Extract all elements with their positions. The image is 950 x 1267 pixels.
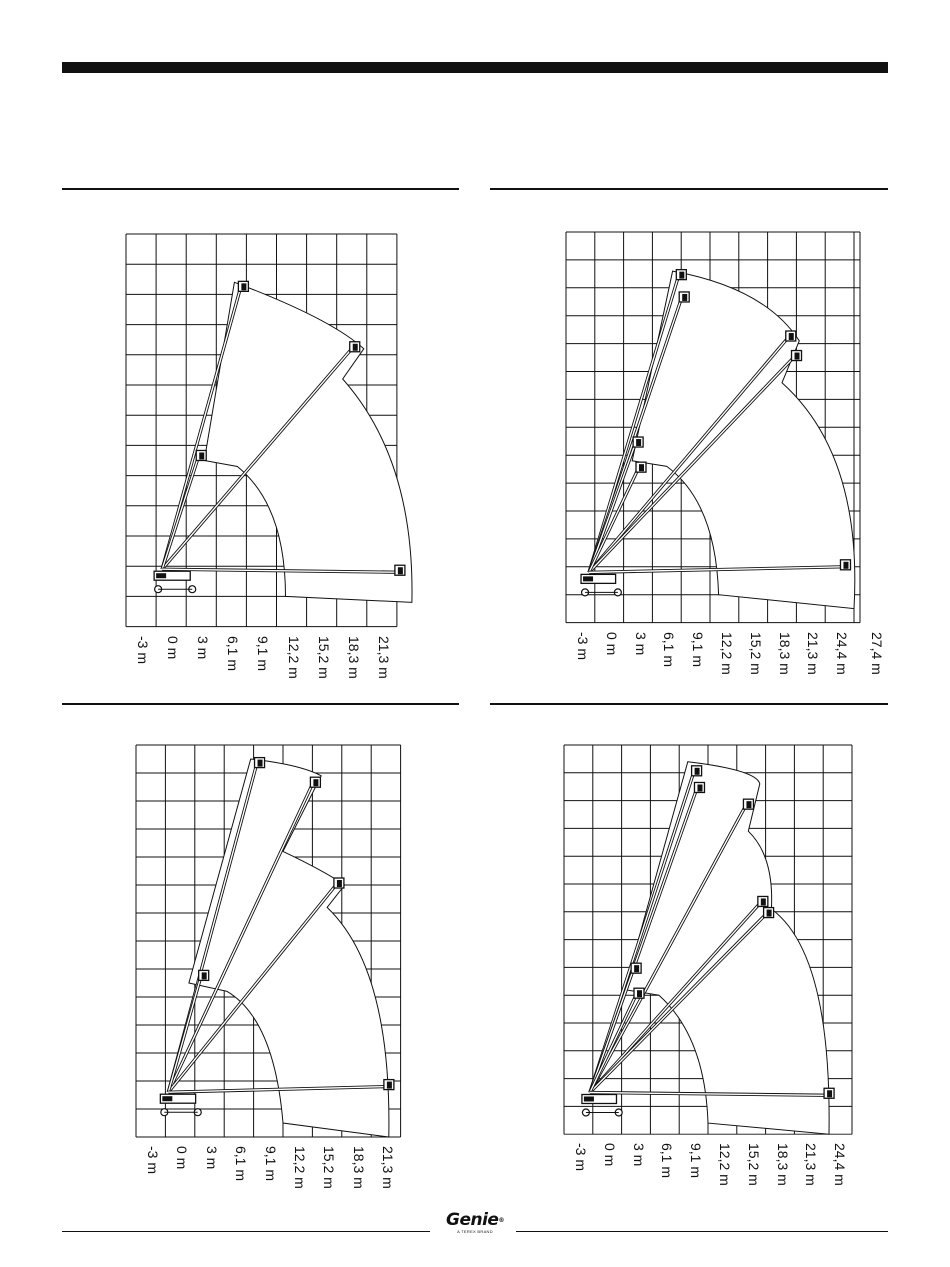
basket-floor (241, 283, 246, 290)
section-rule-bottom-left (62, 703, 459, 705)
x-tick-label: 6,1 m (661, 631, 678, 667)
logo-tagline: A TEREX BRAND (457, 1229, 493, 1234)
platform-basket (196, 450, 206, 460)
range-chart-svg (125, 233, 398, 628)
platform-basket (395, 565, 405, 575)
x-tick-label: 15,2 m (745, 1143, 762, 1186)
basket-floor (695, 768, 700, 775)
x-tick-label: 15,2 m (315, 635, 332, 679)
x-tick-label: 3 m (632, 631, 649, 655)
footer-rule-left (62, 1231, 430, 1232)
platform-basket (824, 1088, 834, 1098)
platform-basket (350, 342, 360, 352)
basket-floor (682, 294, 687, 301)
working-envelope (189, 759, 389, 1137)
basket-floor (258, 760, 263, 767)
section-rule-bottom-right (490, 703, 888, 705)
basket-floor (353, 344, 358, 351)
x-tick-label: 12,2 m (285, 635, 302, 679)
basket-floor (199, 452, 204, 459)
basket-floor (337, 880, 342, 887)
x-tick-label: 18,3 m (345, 635, 362, 679)
basket-floor (636, 439, 641, 446)
working-range-diagram-1 (125, 233, 396, 626)
counterweight (162, 1096, 172, 1101)
x-tick-label: 6,1 m (659, 1143, 676, 1179)
basket-floor (761, 898, 766, 905)
basket-floor (767, 910, 772, 917)
boom-fill (589, 469, 638, 572)
x-tick-label: -3 m (135, 635, 151, 664)
x-tick-label: 21,3 m (380, 1146, 397, 1189)
platform-basket (631, 963, 641, 973)
boom-fill (590, 970, 633, 1092)
platform-basket (634, 988, 644, 998)
platform-basket (692, 766, 702, 776)
x-tick-label: 18,3 m (776, 631, 793, 675)
header-bar (62, 62, 888, 73)
basket-floor (637, 990, 642, 997)
x-tick-label: 3 m (203, 1146, 220, 1170)
basket-floor (634, 965, 639, 972)
x-tick-label: 24,4 m (832, 1143, 849, 1186)
x-tick-label: 6,1 m (225, 635, 242, 671)
x-tick-label: 12,2 m (292, 1146, 308, 1189)
x-tick-label: 18,3 m (350, 1146, 367, 1189)
x-tick-label: 3 m (630, 1143, 647, 1167)
counterweight (583, 576, 593, 581)
platform-basket (310, 777, 320, 787)
platform-basket (786, 331, 796, 341)
x-tick-label: 12,2 m (717, 1143, 733, 1186)
x-tick-label: 18,3 m (774, 1143, 791, 1186)
basket-floor (387, 1082, 392, 1089)
boom-fill (162, 457, 198, 569)
platform-basket (334, 878, 344, 888)
basket-floor (639, 464, 644, 471)
working-envelope (204, 282, 412, 602)
basket-floor (746, 801, 751, 808)
range-chart-svg (135, 744, 402, 1138)
basket-floor (679, 272, 684, 279)
basket-floor (789, 333, 794, 340)
working-range-diagram-2 (565, 231, 859, 622)
x-tick-label: -3 m (573, 1143, 589, 1172)
basket-floor (202, 972, 207, 979)
basket-floor (795, 353, 800, 360)
x-tick-label: 0 m (174, 1146, 191, 1170)
basket-floor (697, 784, 702, 791)
genie-logo (443, 1212, 507, 1236)
x-tick-label: 15,2 m (321, 1146, 338, 1189)
x-tick-label: 9,1 m (690, 631, 707, 667)
range-chart-svg (563, 744, 853, 1135)
machine-chassis (582, 1094, 622, 1115)
counterweight (584, 1096, 594, 1101)
counterweight (156, 573, 166, 578)
platform-basket (840, 560, 850, 570)
boom-fill (590, 995, 636, 1092)
logo-wordmark: Genie® (446, 1210, 504, 1230)
basket-floor (398, 567, 403, 574)
boom-fill (589, 444, 635, 572)
platform-basket (636, 462, 646, 472)
x-tick-label: 9,1 m (688, 1143, 705, 1179)
platform-basket (384, 1080, 394, 1090)
x-tick-label: 3 m (195, 635, 212, 659)
machine-chassis (581, 574, 621, 595)
platform-basket (255, 758, 265, 768)
platform-basket (676, 270, 686, 280)
x-tick-label: 21,3 m (375, 635, 392, 679)
x-tick-label: 0 m (165, 635, 182, 659)
footer-rule-right (516, 1231, 888, 1232)
x-tick-label: -3 m (575, 631, 591, 660)
x-tick-label: 15,2 m (747, 631, 764, 675)
working-range-diagram-4 (563, 744, 851, 1133)
platform-basket (679, 292, 689, 302)
basket-floor (827, 1090, 832, 1097)
platform-basket (764, 908, 774, 918)
platform-basket (199, 970, 209, 980)
basket-floor (313, 779, 318, 786)
x-tick-label: 6,1 m (233, 1146, 250, 1182)
machine-chassis (154, 571, 196, 592)
basket-floor (843, 562, 848, 569)
platform-basket (238, 281, 248, 291)
platform-basket (743, 799, 753, 809)
x-tick-label: 24,4 m (834, 631, 851, 675)
working-range-diagram-3 (135, 744, 400, 1136)
x-tick-label: 27,4 m (869, 631, 885, 675)
range-chart-svg (565, 231, 861, 624)
platform-basket (758, 896, 768, 906)
x-tick-label: 0 m (601, 1143, 618, 1167)
section-rule-top-left (62, 188, 459, 190)
x-tick-label: -3 m (145, 1146, 161, 1174)
x-tick-label: 21,3 m (803, 1143, 820, 1186)
platform-basket (633, 437, 643, 447)
x-tick-label: 9,1 m (262, 1146, 279, 1182)
x-tick-label: 21,3 m (805, 631, 822, 675)
platform-basket (694, 782, 704, 792)
platform-basket (792, 351, 802, 361)
x-tick-label: 0 m (603, 631, 620, 655)
section-rule-top-right (490, 188, 888, 190)
x-tick-label: 9,1 m (255, 635, 272, 671)
x-tick-label: 12,2 m (719, 631, 735, 675)
